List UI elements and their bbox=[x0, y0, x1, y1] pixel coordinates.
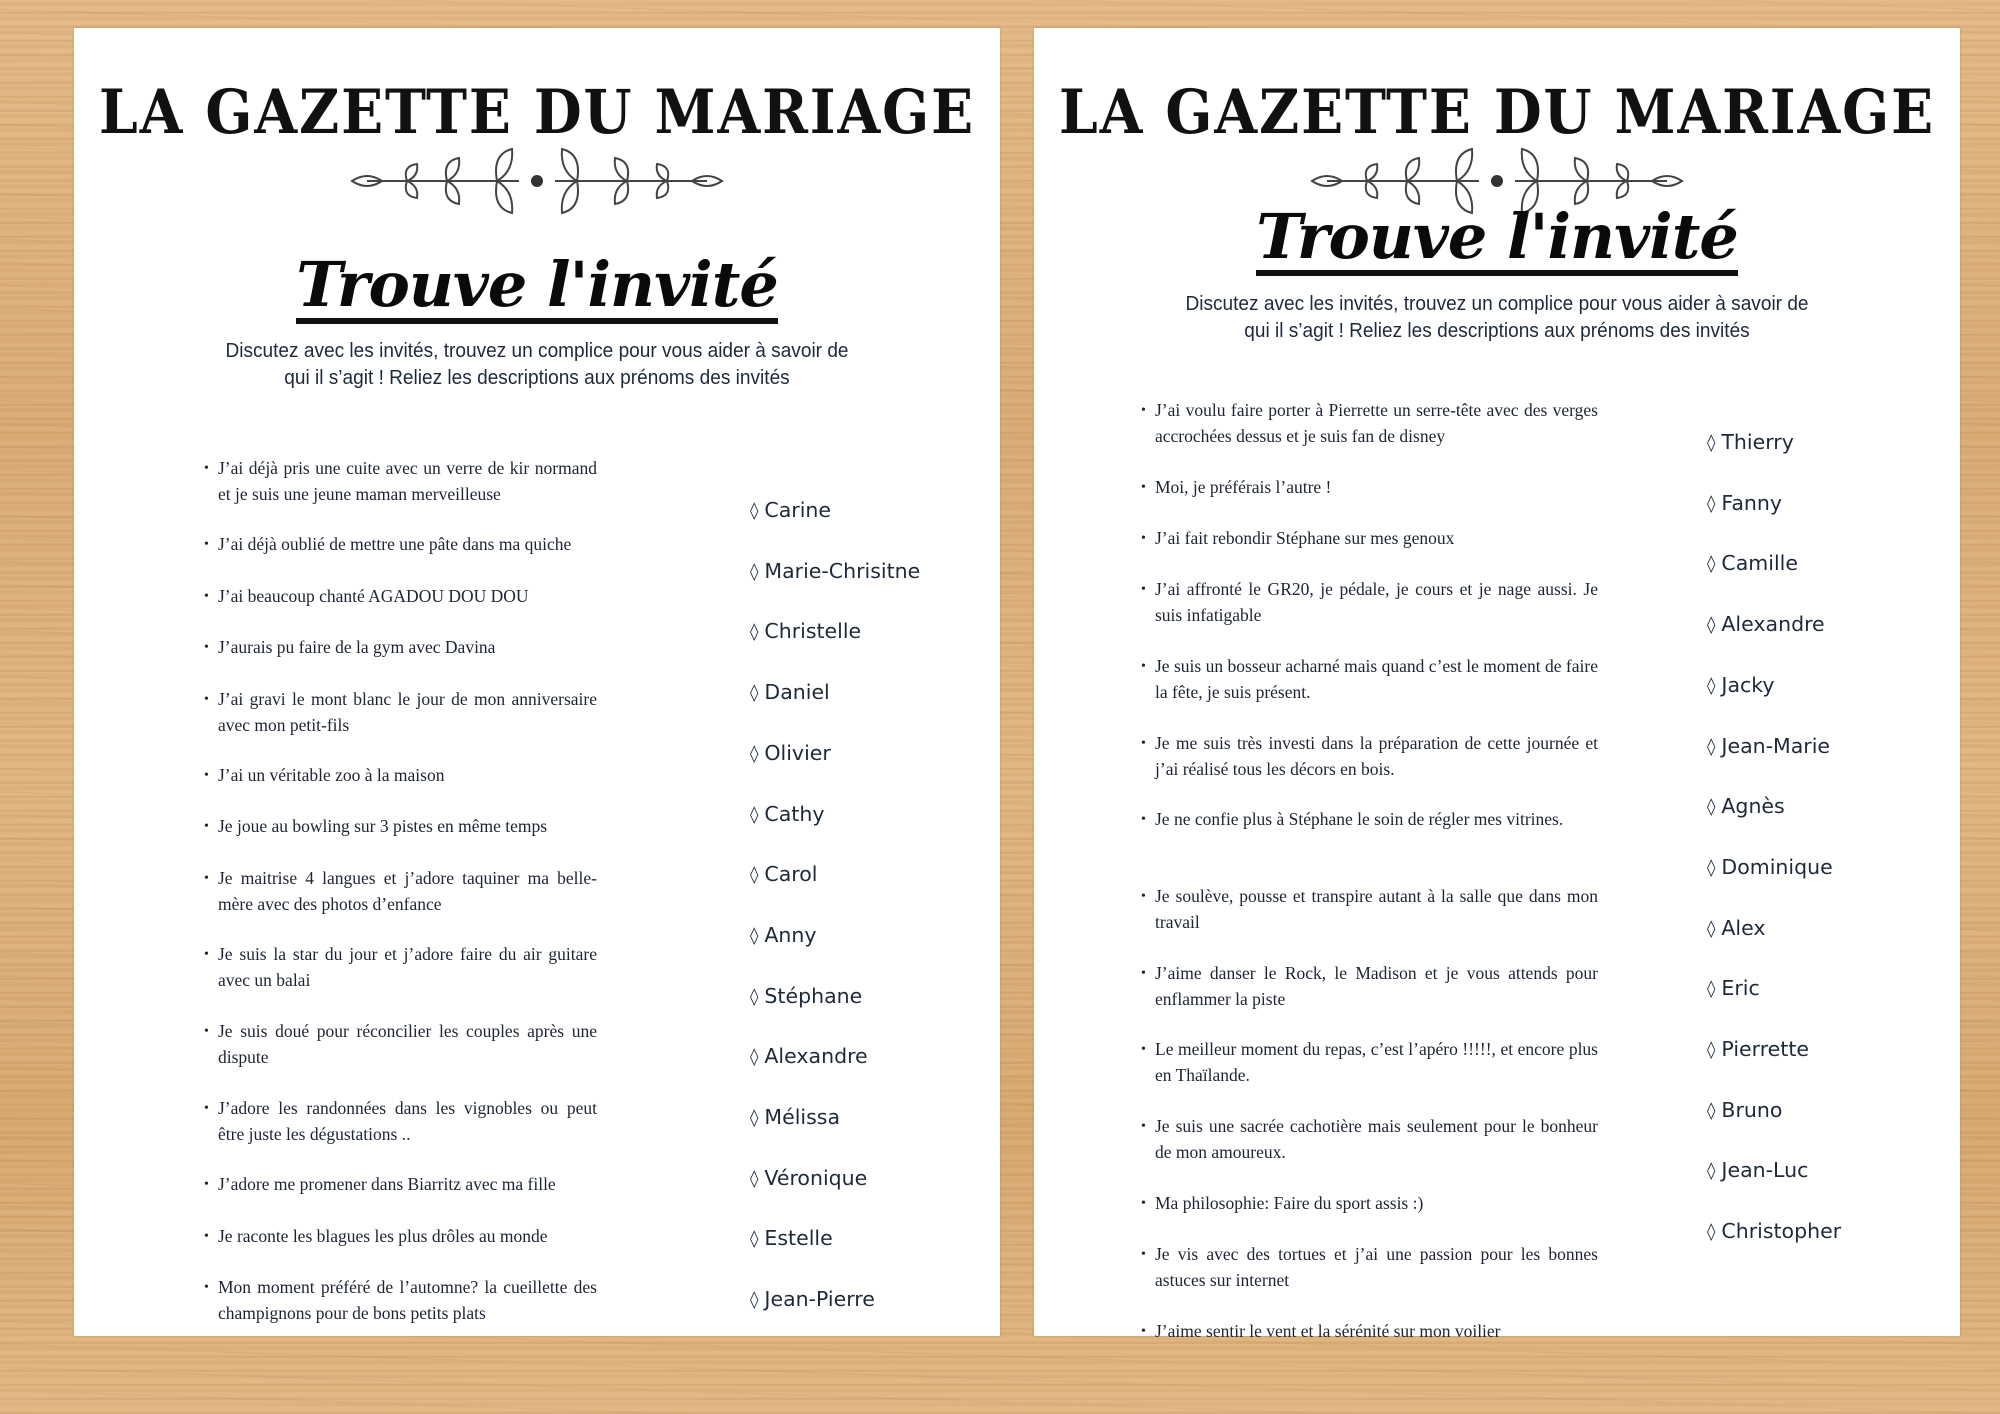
name-item: ◊ Thierry bbox=[1707, 430, 1794, 454]
game-title: Trouve l'invité bbox=[74, 248, 1000, 324]
description-item: • Je maitrise 4 langues et j’adore taquiner ma belle-mère avec des photos d’enfance bbox=[204, 868, 597, 914]
description-item: • J’aime danser le Rock, le Madison et je vous attends pour enflammer la piste bbox=[1141, 963, 1598, 1009]
name-item: ◊ Camille bbox=[1707, 551, 1798, 576]
name-item: ◊ Carine bbox=[750, 498, 832, 522]
description-item: • J’ai affronté le GR20, je pédale, je cours et je nage aussi. Je suis infatigable bbox=[1141, 579, 1598, 625]
name-item: ◊ Eric bbox=[1707, 976, 1760, 1001]
name-item: ◊ Dominique bbox=[1707, 854, 1833, 879]
right-page bbox=[1034, 28, 1960, 1341]
description-item: • J’ai beaucoup chanté AGADOU DOU DOU bbox=[204, 586, 529, 606]
name-item: ◊ Alexandre bbox=[750, 1044, 868, 1069]
name-item: ◊ Bruno bbox=[1707, 1097, 1783, 1122]
instructions-line-1: Discutez avec les invités, trouvez un complice pour vous aider à savoir de bbox=[1185, 292, 1809, 315]
description-item: • Je suis la star du jour et j’adore faire du air guitare avec un balai bbox=[204, 944, 597, 990]
name-item: ◊ Anny bbox=[750, 922, 817, 947]
description-item: • Je suis une sacrée cachotière mais seulement pour le bonheur de mon amoureux. bbox=[1141, 1116, 1598, 1162]
newspaper-title: LA GAZETTE DU MARIAGE bbox=[99, 76, 975, 148]
description-item: • J’ai fait rebondir Stéphane sur mes genoux bbox=[1141, 528, 1455, 548]
description-item: • J’ai un véritable zoo à la maison bbox=[204, 765, 445, 785]
name-item: ◊ Véronique bbox=[750, 1165, 868, 1190]
instructions-line-2: qui il s’agit ! Reliez les descriptions aux prénoms des invités bbox=[284, 366, 790, 389]
instructions bbox=[106, 337, 967, 391]
name-item: ◊ Jacky bbox=[1707, 672, 1775, 697]
game-title: Trouve l'invité bbox=[1034, 200, 1960, 276]
description-item: • J’ai déjà oublié de mettre une pâte dans ma quiche bbox=[204, 534, 572, 554]
description-item: • Je joue au bowling sur 3 pistes en même temps bbox=[204, 816, 548, 836]
name-item: ◊ Carol bbox=[750, 862, 818, 887]
name-item: ◊ Christopher bbox=[1707, 1219, 1842, 1244]
description-item: • Je ne confie plus à Stéphane le soin de régler mes vitrines. bbox=[1141, 809, 1564, 829]
description-item: • Je soulève, pousse et transpire autant à la salle que dans mon travail bbox=[1141, 886, 1598, 932]
instructions bbox=[1066, 290, 1927, 344]
name-item: ◊ Jean-Luc bbox=[1707, 1158, 1809, 1183]
instructions-line-1: Discutez avec les invités, trouvez un complice pour vous aider à savoir de bbox=[225, 339, 849, 362]
name-item: ◊ Agnès bbox=[1707, 794, 1785, 819]
name-item: ◊ Mélissa bbox=[750, 1105, 841, 1129]
description-item: • Je me suis très investi dans la préparation de cette journée et j’ai réalisé tous les décors en bois. bbox=[1141, 733, 1598, 779]
name-item: ◊ Stéphane bbox=[750, 983, 863, 1008]
description-item: • J’aime sentir le vent et la sérénité sur mon voilier bbox=[1141, 1321, 1501, 1341]
name-item: ◊ Alexandre bbox=[1707, 612, 1825, 637]
name-item: ◊ Jean-Pierre bbox=[750, 1287, 875, 1312]
name-item: ◊ Christelle bbox=[750, 619, 862, 644]
name-item: ◊ Olivier bbox=[750, 740, 831, 765]
name-item: ◊ Cathy bbox=[750, 801, 825, 826]
name-item: ◊ Pierrette bbox=[1707, 1037, 1809, 1061]
description-item: • Mon moment préféré de l’automne? la cueillette des champignons pour de bons petits plats bbox=[204, 1277, 597, 1323]
name-item: ◊ Alex bbox=[1707, 915, 1766, 940]
description-item: • J’ai gravi le mont blanc le jour de mon anniversaire avec mon petit-fils bbox=[204, 689, 597, 735]
name-item: ◊ Marie-Chrisitne bbox=[750, 558, 921, 583]
description-item: • Ma philosophie: Faire du sport assis :) bbox=[1141, 1193, 1424, 1213]
instructions-line-2: qui il s’agit ! Reliez les descriptions aux prénoms des invités bbox=[1244, 319, 1750, 342]
leaf-divider-icon bbox=[347, 146, 727, 216]
description-item: • Moi, je préférais l’autre ! bbox=[1141, 477, 1332, 497]
name-item: ◊ Fanny bbox=[1707, 490, 1782, 515]
description-item: • J’aurais pu faire de la gym avec Davina bbox=[204, 637, 496, 657]
newspaper-title: LA GAZETTE DU MARIAGE bbox=[1059, 76, 1935, 148]
description-item: • Le meilleur moment du repas, c’est l’apéro !!!!!, et encore plus en Thaïlande. bbox=[1141, 1039, 1598, 1085]
description-item: • J’adore les randonnées dans les vignobles ou peut être juste les dégustations .. bbox=[204, 1098, 597, 1144]
left-page bbox=[74, 28, 1000, 1336]
description-item: • Je vis avec des tortues et j’ai une passion pour les bonnes astuces sur internet bbox=[1141, 1244, 1598, 1290]
description-item: • Je raconte les blagues les plus drôles au monde bbox=[204, 1226, 548, 1246]
description-item: • J’ai voulu faire porter à Pierrette un serre-tête avec des verges accrochées dessus et je suis fan de disney bbox=[1141, 400, 1598, 446]
name-item: ◊ Daniel bbox=[750, 680, 830, 705]
description-item: • Je suis un bosseur acharné mais quand c’est le moment de faire la fête, je suis présent. bbox=[1141, 656, 1598, 702]
description-item: • J’ai déjà pris une cuite avec un verre de kir normand et je suis une jeune maman merveilleuse bbox=[204, 458, 597, 504]
description-item: • J’adore me promener dans Biarritz avec ma fille bbox=[204, 1174, 556, 1194]
name-item: ◊ Jean-Marie bbox=[1707, 733, 1831, 758]
description-item: • Je suis doué pour réconcilier les couples après une dispute bbox=[204, 1021, 597, 1067]
name-item: ◊ Estelle bbox=[750, 1226, 833, 1251]
